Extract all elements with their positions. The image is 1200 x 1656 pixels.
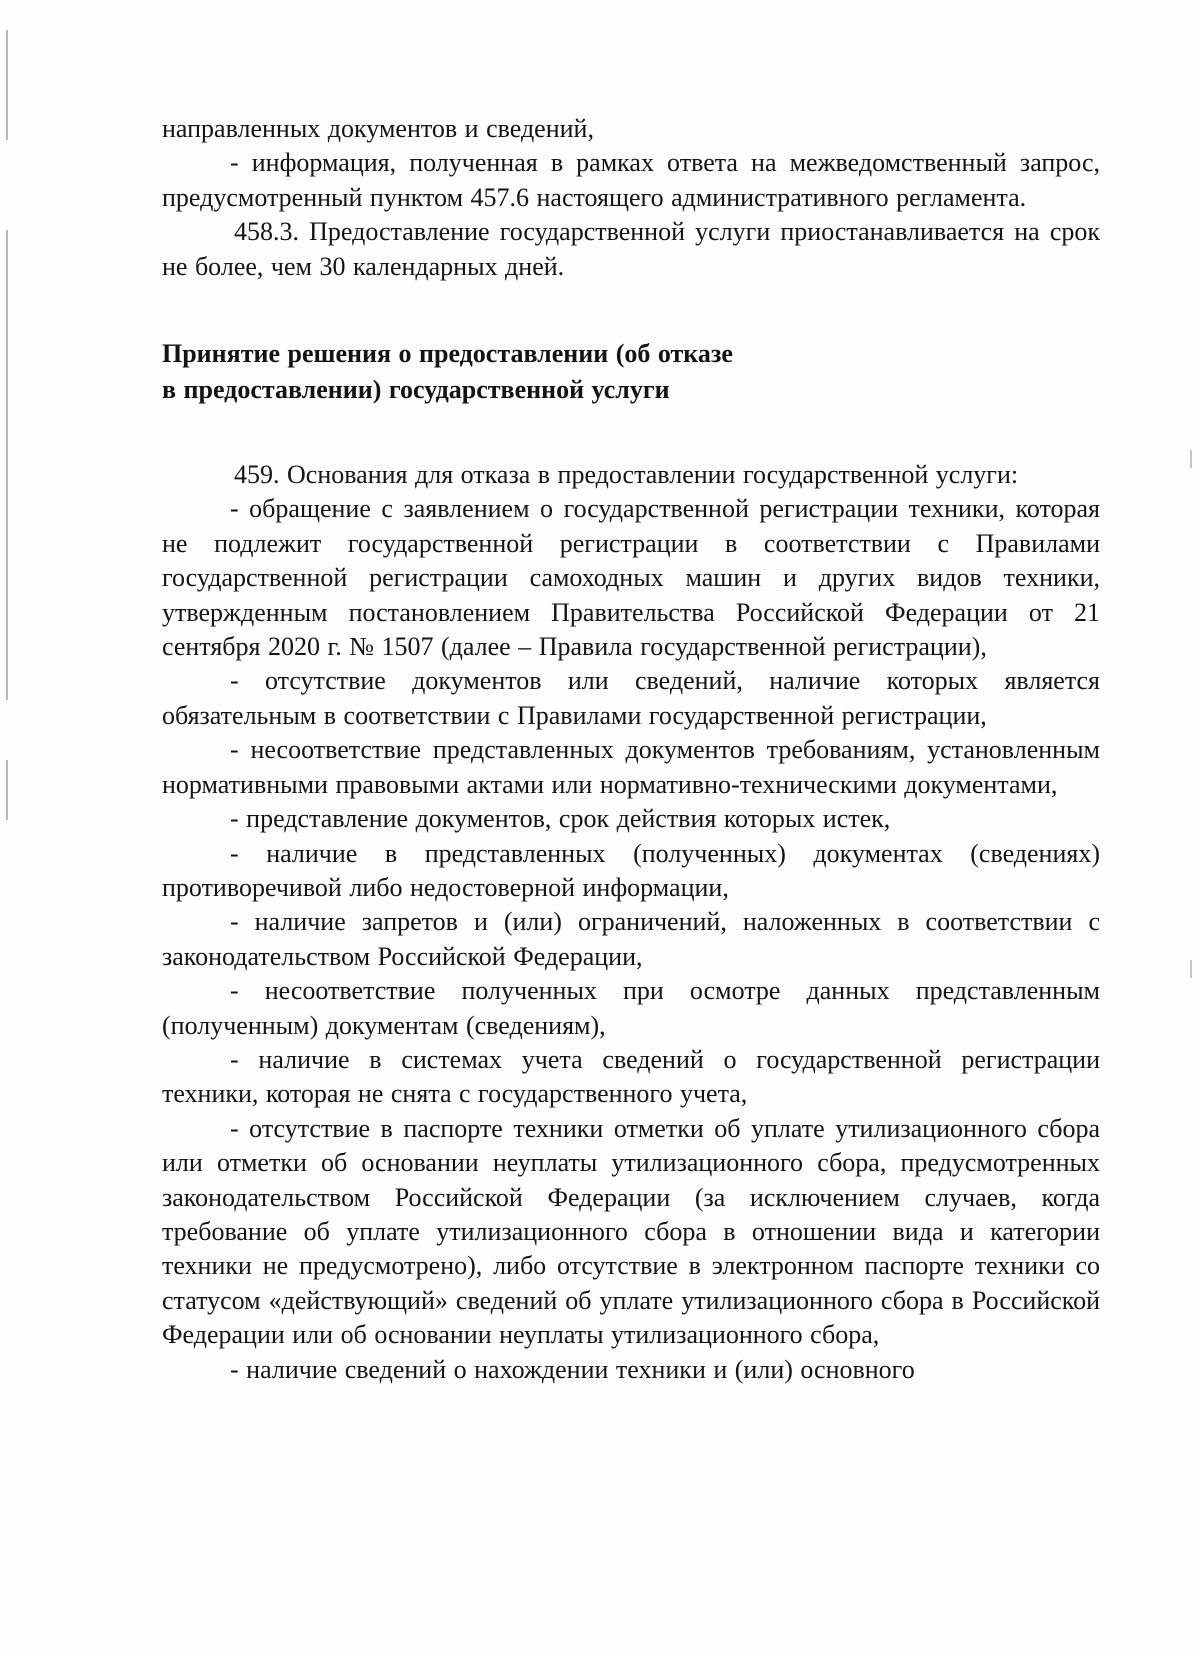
scan-edge-mark	[6, 230, 8, 700]
paragraph: - представление документов, срок действия которых истек,	[230, 804, 891, 834]
paragraph: - наличие в представленных (полученных) документах (сведениях) противоречивой либо недостоверной информации,	[162, 838, 1100, 902]
paragraph: направленных документов и сведений,	[162, 114, 594, 143]
scan-edge-mark	[6, 760, 8, 820]
section-heading-line: в предоставлении) государственной услуги	[162, 375, 670, 405]
paragraph: - отсутствие документов или сведений, наличие которых является обязательным в соответствии с Правилами государственной регистрации,	[162, 666, 1100, 730]
scan-edge-mark	[6, 30, 8, 140]
paragraph: 458.3. Предоставление государственной услуги приостанавливается на срок не более, чем 30 календарных дней.	[162, 217, 1100, 281]
paragraph: - наличие сведений о нахождении техники и (или) основного	[230, 1354, 915, 1384]
scan-edge-mark	[1190, 450, 1192, 468]
paragraph: - несоответствие представленных документов требованиям, установленным нормативными правовыми актами или нормативно-техническими документами,	[162, 735, 1100, 799]
document-body	[162, 112, 1100, 1387]
scan-edge-mark	[1190, 960, 1192, 978]
paragraph: - информация, полученная в рамках ответа на межведомственный запрос, предусмотренный пунктом 457.6 настоящего административного регламента.	[162, 148, 1100, 212]
paragraph: - наличие в системах учета сведений о государственной регистрации техники, которая не снята с государственного учета,	[162, 1044, 1100, 1109]
paragraph: 459. Основания для отказа в предоставлении государственной услуги:	[234, 460, 1019, 490]
paragraph: - наличие запретов и (или) ограничений, наложенных в соответствии с законодательством Российской Федерации,	[162, 907, 1100, 971]
paragraph: - отсутствие в паспорте техники отметки об уплате утилизационного сбора или отметки об основании неуплаты утилизационного сбора, предусмотренных законодательством Российской Федерации (за исключением случаев, когда требование об уплате утилизационного сбора в отношении вида и категории техники не предусмотрено), либо отсутствие в электронном паспорте техники со статусом «действующий» сведений об уплате утилизационного сбора в Российской Федерации или об основании неуплаты утилизационного сбора,	[162, 1113, 1100, 1350]
paragraph: - обращение с заявлением о государственной регистрации техники, которая не подлежит государственной регистрации в соответствии с Правилами государственной регистрации самоходных машин и других видов техники, утвержденным постановлением Правительства Российской Федерации от 21 сентября 2020 г. № 1507 (далее – Правила государственной регистрации),	[162, 494, 1100, 662]
section-heading-line: Принятие решения о предоставлении (об отказе	[162, 339, 733, 369]
paragraph: - несоответствие полученных при осмотре данных представленным (полученным) документам (сведениям),	[162, 976, 1100, 1040]
